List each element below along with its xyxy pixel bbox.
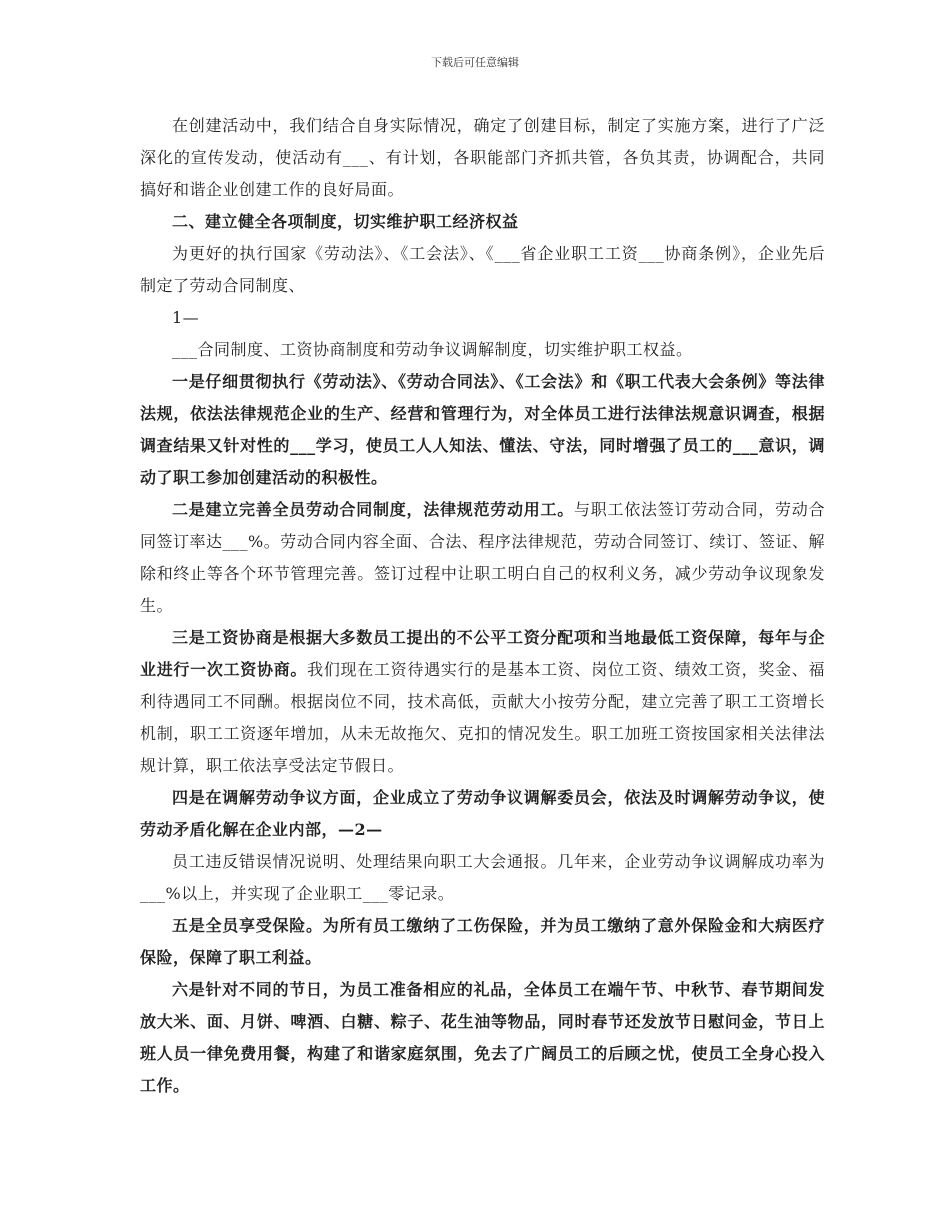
item-2-lead: 二是建立完善全员劳动合同制度，法律规范劳动用工。 [172,500,574,519]
paragraph-item-4-cont: 员工违反错误情况说明、处理结果向职工大会通报。几年来，企业劳动争议调解成功率为___%以上，并实现了企业职工___零记录。 [140,852,825,903]
paragraph-item-1: 一是仔细贯彻执行《劳动法》、《劳动合同法》、《工会法》和《职工代表大会条例》等法律法规，依法法律规范企业的生产、经营和管理行为，对全体员工进行法律法规意识调查，根据调查结果又针对性的___学习，使员工人人知法、懂法、守法，同时增强了员工的___意识，调动了职工参加创建活动的积极性。 [140,372,825,487]
paragraph-item-4: 四是在调解劳动争议方面，企业成立了劳动争议调解委员会，依法及时调解劳动争议，使劳动矛盾化解在企业内部，—2— [140,788,825,839]
page-number-1: 1— [172,308,200,327]
paragraph-intro: 在创建活动中，我们结合自身实际情况，确定了创建目标，制定了实施方案，进行了广泛深化的宣传发动，使活动有___、有计划，各职能部门齐抓共管，各负其责，协调配合，共同搞好和谐企业创建工作的良好局面。 [140,116,825,199]
paragraph-item-5: 五是全员享受保险。为所有员工缴纳了工伤保险，并为员工缴纳了意外保险金和大病医疗保险，保障了职工利益。 [140,916,825,967]
item-3-lead: 三是工资协商是根据大多数员工提出的不公平工资分配项和当地最低工资保障，每年与企业进行一次工资协商。 [140,628,825,679]
paragraph-regulations: 为更好的执行国家《劳动法》、《工会法》、《___省企业职工工资___协商条例》，企业先后制定了劳动合同制度、 [140,244,825,295]
item-3-body: 我们现在工资待遇实行的是基本工资、岗位工资、绩效工资，奖金、福利待遇同工不同酬。根据岗位不同，技术高低，贡献大小按劳分配，建立完善了职工工资增长机制，职工工资逐年增加，从未无故拖欠、克扣的情况发生。职工加班工资按国家相关法律法规计算，职工依法享受法定节假日。 [140,660,825,775]
page-header: 下载后可任意编辑 [431,56,519,69]
paragraph-regulations-cont: ___合同制度、工资协商制度和劳动争议调解制度，切实维护职工权益。 [172,340,693,359]
paragraph-item-2 [140,494,825,622]
item-2-body: 与职工依法签订劳动合同，劳动合同签订率达___%。劳动合同内容全面、合法、程序法律规范，劳动合同签订、续订、签证、解除和终止等各个环节管理完善。签订过程中让职工明白自己的权利义务，减少劳动争议现象发生。 [140,500,825,615]
document-body [140,110,825,1102]
paragraph-item-3 [140,622,825,782]
section-heading-2: 二、建立健全各项制度，切实维护职工经济权益 [172,212,519,231]
paragraph-item-6: 六是针对不同的节日，为员工准备相应的礼品，全体员工在端午节、中秋节、春节期间发放大米、面、月饼、啤酒、白糖、粽子、花生油等物品，同时春节还发放节日慰问金，节日上班人员一律免费用餐，构建了和谐家庭氛围，免去了广阔员工的后顾之忧，使员工全身心投入工作。 [140,980,825,1095]
